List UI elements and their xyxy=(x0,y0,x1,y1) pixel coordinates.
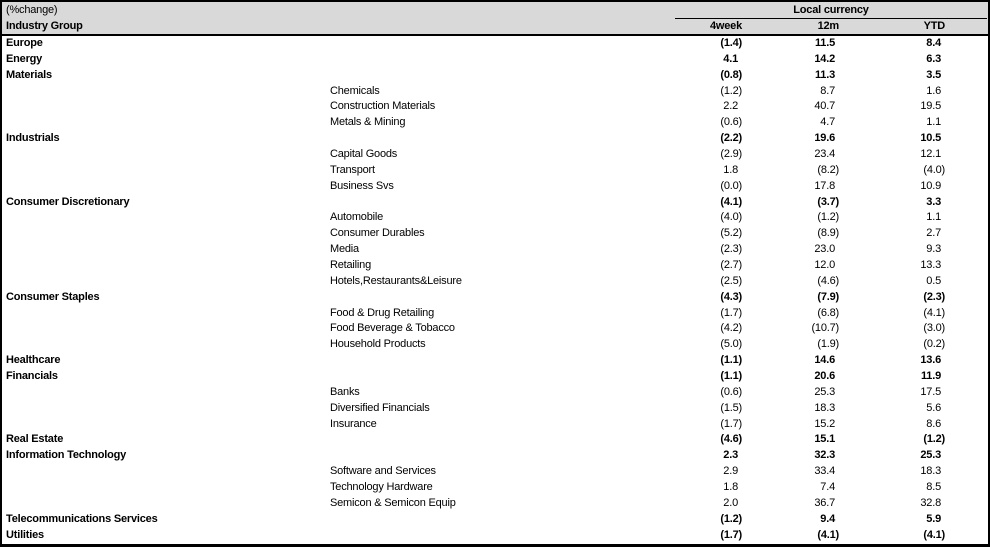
row-label: Healthcare xyxy=(6,354,61,367)
table-row xyxy=(2,84,988,100)
value-ytd: 5.9 xyxy=(926,512,941,525)
row-label: Energy xyxy=(6,52,43,65)
row-label: Media xyxy=(330,243,359,256)
table-row xyxy=(2,163,988,179)
value-4week: (2.7) xyxy=(720,259,742,272)
value-ytd: 10.5 xyxy=(920,132,941,145)
value-ytd: (3.0) xyxy=(923,322,945,335)
value-4week: (1.5) xyxy=(720,401,742,414)
table-body xyxy=(2,36,988,544)
row-label: Banks xyxy=(330,385,360,398)
table-row xyxy=(2,290,988,306)
table-row xyxy=(2,306,988,322)
table-row xyxy=(2,512,988,528)
row-label: Semicon & Semicon Equip xyxy=(330,496,456,509)
value-4week: (4.2) xyxy=(720,322,742,335)
value-ytd: 10.9 xyxy=(920,179,941,192)
value-4week: (4.3) xyxy=(720,290,742,303)
row-label: Software and Services xyxy=(330,465,436,478)
value-4week: 2.2 xyxy=(723,100,738,113)
value-12m: 40.7 xyxy=(814,100,835,113)
row-label: Metals & Mining xyxy=(330,116,406,129)
value-4week: (1.1) xyxy=(720,354,742,367)
value-ytd: 25.3 xyxy=(920,449,941,462)
table-row xyxy=(2,115,988,131)
value-4week: (2.5) xyxy=(720,274,742,287)
value-ytd: (4.1) xyxy=(923,528,945,541)
value-12m: 11.3 xyxy=(814,68,835,81)
value-12m: (1.9) xyxy=(817,338,839,351)
table-row xyxy=(2,448,988,464)
value-12m: 15.2 xyxy=(814,417,835,430)
value-12m: (4.6) xyxy=(817,274,839,287)
row-label: Construction Materials xyxy=(330,100,436,113)
value-12m: (7.9) xyxy=(817,290,839,303)
row-label: Diversified Financials xyxy=(330,401,430,414)
value-12m: 11.5 xyxy=(814,37,835,49)
row-label: Utilities xyxy=(6,528,44,541)
value-12m: (1.2) xyxy=(817,211,839,224)
header-row-columns xyxy=(2,19,988,34)
value-12m: 4.7 xyxy=(820,116,835,129)
value-ytd: 1.1 xyxy=(926,211,941,224)
column-header-4week: 4week xyxy=(709,20,742,32)
value-12m: 32.3 xyxy=(814,449,835,462)
value-4week: (1.1) xyxy=(720,370,742,383)
value-4week: (4.6) xyxy=(720,433,742,446)
value-4week: (0.0) xyxy=(720,179,742,192)
industry-group-header: Industry Group xyxy=(6,20,83,32)
value-12m: (8.9) xyxy=(817,227,839,240)
table-row xyxy=(2,99,988,115)
row-label: Europe xyxy=(6,37,43,49)
column-header-12m: 12m xyxy=(817,20,839,32)
value-12m: 9.4 xyxy=(820,512,835,525)
value-4week: (2.3) xyxy=(720,243,742,256)
value-12m: 7.4 xyxy=(820,481,835,494)
value-ytd: (0.2) xyxy=(923,338,945,351)
value-4week: 4.1 xyxy=(723,52,738,65)
row-label: Food & Drug Retailing xyxy=(330,306,435,319)
value-4week: (0.6) xyxy=(720,116,742,129)
value-4week: (2.9) xyxy=(720,148,742,161)
row-label: Insurance xyxy=(330,417,377,430)
value-4week: (0.6) xyxy=(720,385,742,398)
row-label: Financials xyxy=(6,370,58,383)
row-label: Technology Hardware xyxy=(330,481,433,494)
value-12m: 14.2 xyxy=(814,52,835,65)
row-label: Business Svs xyxy=(330,179,394,192)
row-label: Consumer Durables xyxy=(330,227,425,240)
table-row xyxy=(2,401,988,417)
value-4week: (1.7) xyxy=(720,306,742,319)
value-12m: 14.6 xyxy=(814,354,835,367)
column-header-ytd: YTD xyxy=(923,20,945,32)
table-row xyxy=(2,417,988,433)
value-12m: 8.7 xyxy=(820,84,835,97)
table-row xyxy=(2,210,988,226)
header-row-top xyxy=(2,2,988,19)
value-ytd: 0.5 xyxy=(926,274,941,287)
row-label: Information Technology xyxy=(6,449,127,462)
value-4week: 2.9 xyxy=(723,465,738,478)
table-row xyxy=(2,195,988,211)
value-ytd: 11.9 xyxy=(920,370,941,383)
value-12m: 23.0 xyxy=(814,243,835,256)
value-4week: 2.3 xyxy=(723,449,738,462)
row-label: Industrials xyxy=(6,132,60,145)
table-row xyxy=(2,274,988,290)
value-ytd: 18.3 xyxy=(920,465,941,478)
value-4week: (1.7) xyxy=(720,417,742,430)
value-ytd: 32.8 xyxy=(920,496,941,509)
table-row xyxy=(2,321,988,337)
percent-change-label: (%change) xyxy=(6,4,58,16)
value-4week: (4.0) xyxy=(720,211,742,224)
table-row xyxy=(2,528,988,544)
value-12m: 17.8 xyxy=(814,179,835,192)
value-12m: 20.6 xyxy=(814,370,835,383)
local-currency-header: Local currency xyxy=(675,2,987,19)
table-row xyxy=(2,496,988,512)
value-12m: (10.7) xyxy=(811,322,839,335)
value-ytd: 8.4 xyxy=(926,37,941,49)
value-4week: (1.2) xyxy=(720,84,742,97)
value-4week: (1.2) xyxy=(720,512,742,525)
row-label: Consumer Staples xyxy=(6,290,100,303)
value-12m: 18.3 xyxy=(814,401,835,414)
row-label: Food Beverage & Tobacco xyxy=(330,322,455,335)
value-4week: 1.8 xyxy=(723,163,738,176)
table-row xyxy=(2,179,988,195)
table-row xyxy=(2,52,988,68)
table-row xyxy=(2,480,988,496)
value-ytd: (2.3) xyxy=(923,290,945,303)
table-row xyxy=(2,36,988,52)
value-ytd: 13.6 xyxy=(920,354,941,367)
value-12m: 19.6 xyxy=(814,132,835,145)
value-ytd: 3.5 xyxy=(926,68,941,81)
value-12m: 12.0 xyxy=(814,259,835,272)
value-ytd: 9.3 xyxy=(926,243,941,256)
value-12m: 15.1 xyxy=(814,433,835,446)
table-row xyxy=(2,337,988,353)
table-row xyxy=(2,147,988,163)
value-4week: (1.4) xyxy=(720,37,742,49)
table-row xyxy=(2,226,988,242)
row-label: Hotels,Restaurants&Leisure xyxy=(330,274,462,287)
row-label: Capital Goods xyxy=(330,148,398,161)
table-row xyxy=(2,432,988,448)
value-4week: (5.2) xyxy=(720,227,742,240)
value-12m: (3.7) xyxy=(817,195,839,208)
table-row xyxy=(2,242,988,258)
value-12m: 25.3 xyxy=(814,385,835,398)
value-ytd: 12.1 xyxy=(920,148,941,161)
table-row xyxy=(2,353,988,369)
value-ytd: (4.1) xyxy=(923,306,945,319)
value-ytd: 5.6 xyxy=(926,401,941,414)
table-row xyxy=(2,464,988,480)
value-ytd: 2.7 xyxy=(926,227,941,240)
value-4week: (0.8) xyxy=(720,68,742,81)
value-12m: (4.1) xyxy=(817,528,839,541)
table-row xyxy=(2,131,988,147)
value-ytd: 8.6 xyxy=(926,417,941,430)
value-12m: (8.2) xyxy=(817,163,839,176)
table-row xyxy=(2,68,988,84)
row-label: Materials xyxy=(6,68,52,81)
value-ytd: 1.6 xyxy=(926,84,941,97)
value-ytd: 3.3 xyxy=(926,195,941,208)
value-ytd: 1.1 xyxy=(926,116,941,129)
row-label: Household Products xyxy=(330,338,426,351)
value-ytd: (1.2) xyxy=(923,433,945,446)
value-ytd: 6.3 xyxy=(926,52,941,65)
value-4week: 2.0 xyxy=(723,496,738,509)
row-label: Real Estate xyxy=(6,433,64,446)
value-4week: (2.2) xyxy=(720,132,742,145)
row-label: Retailing xyxy=(330,259,372,272)
value-ytd: 8.5 xyxy=(926,481,941,494)
table-header xyxy=(2,2,988,36)
table-row xyxy=(2,258,988,274)
value-ytd: 13.3 xyxy=(920,259,941,272)
row-label: Consumer Discretionary xyxy=(6,195,130,208)
value-12m: 36.7 xyxy=(814,496,835,509)
value-ytd: 17.5 xyxy=(920,385,941,398)
value-ytd: 19.5 xyxy=(920,100,941,113)
value-4week: (5.0) xyxy=(720,338,742,351)
value-4week: 1.8 xyxy=(723,481,738,494)
row-label: Chemicals xyxy=(330,84,380,97)
table-row xyxy=(2,369,988,385)
value-12m: (6.8) xyxy=(817,306,839,319)
value-ytd: (4.0) xyxy=(923,163,945,176)
value-12m: 23.4 xyxy=(814,148,835,161)
row-label: Automobile xyxy=(330,211,384,224)
value-4week: (4.1) xyxy=(720,195,742,208)
value-4week: (1.7) xyxy=(720,528,742,541)
row-label: Transport xyxy=(330,163,375,176)
row-label: Telecommunications Services xyxy=(6,512,158,525)
table-row xyxy=(2,385,988,401)
value-12m: 33.4 xyxy=(814,465,835,478)
